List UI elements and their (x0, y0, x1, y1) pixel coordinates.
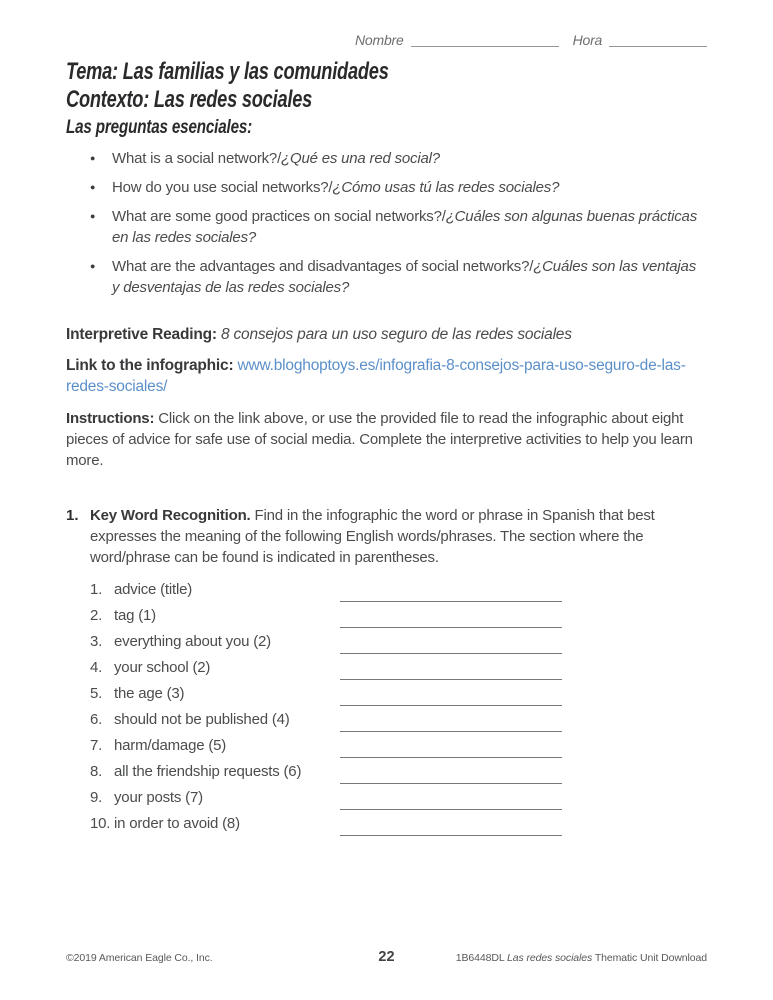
answer-blank[interactable] (340, 705, 562, 706)
keyword-row (90, 607, 562, 633)
bullet-icon: ● (90, 182, 96, 192)
instructions-text: Click on the link above, or use the provided file to read the infographic about eight pieces of advice for safe use of social media. Complete the interpretive activities to help you learn more. (66, 410, 693, 469)
keyword-row (90, 659, 562, 685)
item-label: your posts (7) (114, 789, 203, 806)
bullet-icon: ● (90, 211, 96, 221)
keyword-row (90, 737, 562, 763)
item-label: everything about you (2) (114, 633, 271, 650)
item-number: 2. (90, 607, 103, 624)
item-number: 10. (90, 815, 111, 832)
answer-blank[interactable] (340, 679, 562, 680)
essential-question (90, 177, 700, 198)
copyright-text: ©2019 American Eagle Co., Inc. (66, 952, 213, 964)
bullet-icon: ● (90, 261, 96, 271)
item-label: your school (2) (114, 659, 211, 676)
question-spanish: ¿Cuáles son las ventajas y desventajas de las redes sociales? (112, 258, 696, 296)
hora-blank-field[interactable] (609, 32, 707, 47)
item-number: 8. (90, 763, 103, 780)
item-number: 7. (90, 737, 103, 754)
tema-title: Tema: Las familias y las comunidades (66, 58, 389, 85)
item-label: advice (title) (114, 581, 193, 598)
activity-key-word-recognition (66, 505, 711, 841)
answer-blank[interactable] (340, 601, 562, 602)
item-label: the age (3) (114, 685, 185, 702)
item-number: 5. (90, 685, 103, 702)
answer-blank[interactable] (340, 731, 562, 732)
item-number: 4. (90, 659, 103, 676)
keyword-row (90, 633, 562, 659)
nombre-label: Nombre (355, 32, 404, 48)
activity-title: Key Word Recognition. (90, 507, 251, 524)
answer-blank[interactable] (340, 627, 562, 628)
item-number: 9. (90, 789, 103, 806)
essential-question (90, 206, 700, 248)
item-number: 3. (90, 633, 103, 650)
nombre-blank-field[interactable] (411, 32, 559, 47)
answer-blank[interactable] (340, 835, 562, 836)
question-spanish: ¿Cómo usas tú las redes sociales? (332, 179, 560, 196)
product-suffix: Thematic Unit Download (594, 952, 707, 964)
product-info (456, 952, 707, 964)
answer-blank[interactable] (340, 653, 562, 654)
item-label: harm/damage (5) (114, 737, 227, 754)
link-label: Link to the infographic: (66, 357, 234, 374)
name-hour-header (355, 32, 707, 48)
question-english: How do you use social networks?/ (112, 179, 333, 196)
page-number: 22 (378, 949, 395, 965)
item-label: all the friendship requests (6) (114, 763, 302, 780)
instructions-label: Instructions: (66, 410, 155, 427)
instructions-paragraph (66, 408, 711, 471)
keyword-row (90, 685, 562, 711)
keyword-row (90, 581, 562, 607)
answer-blank[interactable] (340, 783, 562, 784)
activity-description (90, 505, 710, 568)
essential-question (90, 148, 700, 169)
keyword-list (90, 581, 562, 841)
reading-title: 8 consejos para un uso seguro de las redes sociales (220, 326, 572, 343)
infographic-link-line (66, 355, 711, 397)
question-spanish: ¿Qué es una red social? (281, 150, 440, 167)
activity-description-text: Find in the infographic the word or phrase in Spanish that best expresses the meaning of the following English words/phrases. The section where the word/phrase can be found is indicated in parentheses. (90, 507, 655, 566)
answer-blank[interactable] (340, 809, 562, 810)
keyword-row (90, 763, 562, 789)
answer-blank[interactable] (340, 757, 562, 758)
essential-question (90, 256, 700, 298)
question-english: What are some good practices on social networks?/ (112, 208, 446, 225)
bullet-icon: ● (90, 153, 96, 163)
keyword-row (90, 789, 562, 815)
product-title: Las redes sociales (507, 952, 593, 964)
keyword-row (90, 815, 562, 841)
infographic-link[interactable]: www.bloghoptoys.es/infografia-8-consejos-para-uso-seguro-de-las-redes-sociales/ (66, 357, 686, 395)
question-english: What is a social network?/ (112, 150, 282, 167)
interpretive-reading-line (66, 324, 711, 345)
item-label: tag (1) (114, 607, 156, 624)
page-footer (0, 949, 773, 969)
question-english: What are the advantages and disadvantages of social networks?/ (112, 258, 534, 275)
preguntas-heading: Las preguntas esenciales: (66, 117, 253, 138)
keyword-row (90, 711, 562, 737)
item-number: 6. (90, 711, 103, 728)
item-number: 1. (90, 581, 103, 598)
interpretive-reading-label: Interpretive Reading: (66, 326, 217, 343)
essential-questions-list (90, 148, 700, 298)
product-code: 1B6448DL (455, 952, 505, 964)
item-label: should not be published (4) (114, 711, 290, 728)
item-label: in order to avoid (8) (114, 815, 240, 832)
question-spanish: ¿Cuáles son algunas buenas prácticas en las redes sociales? (112, 208, 697, 246)
contexto-title: Contexto: Las redes sociales (66, 85, 313, 113)
hora-label: Hora (572, 32, 603, 48)
activity-number: 1. (66, 507, 79, 524)
